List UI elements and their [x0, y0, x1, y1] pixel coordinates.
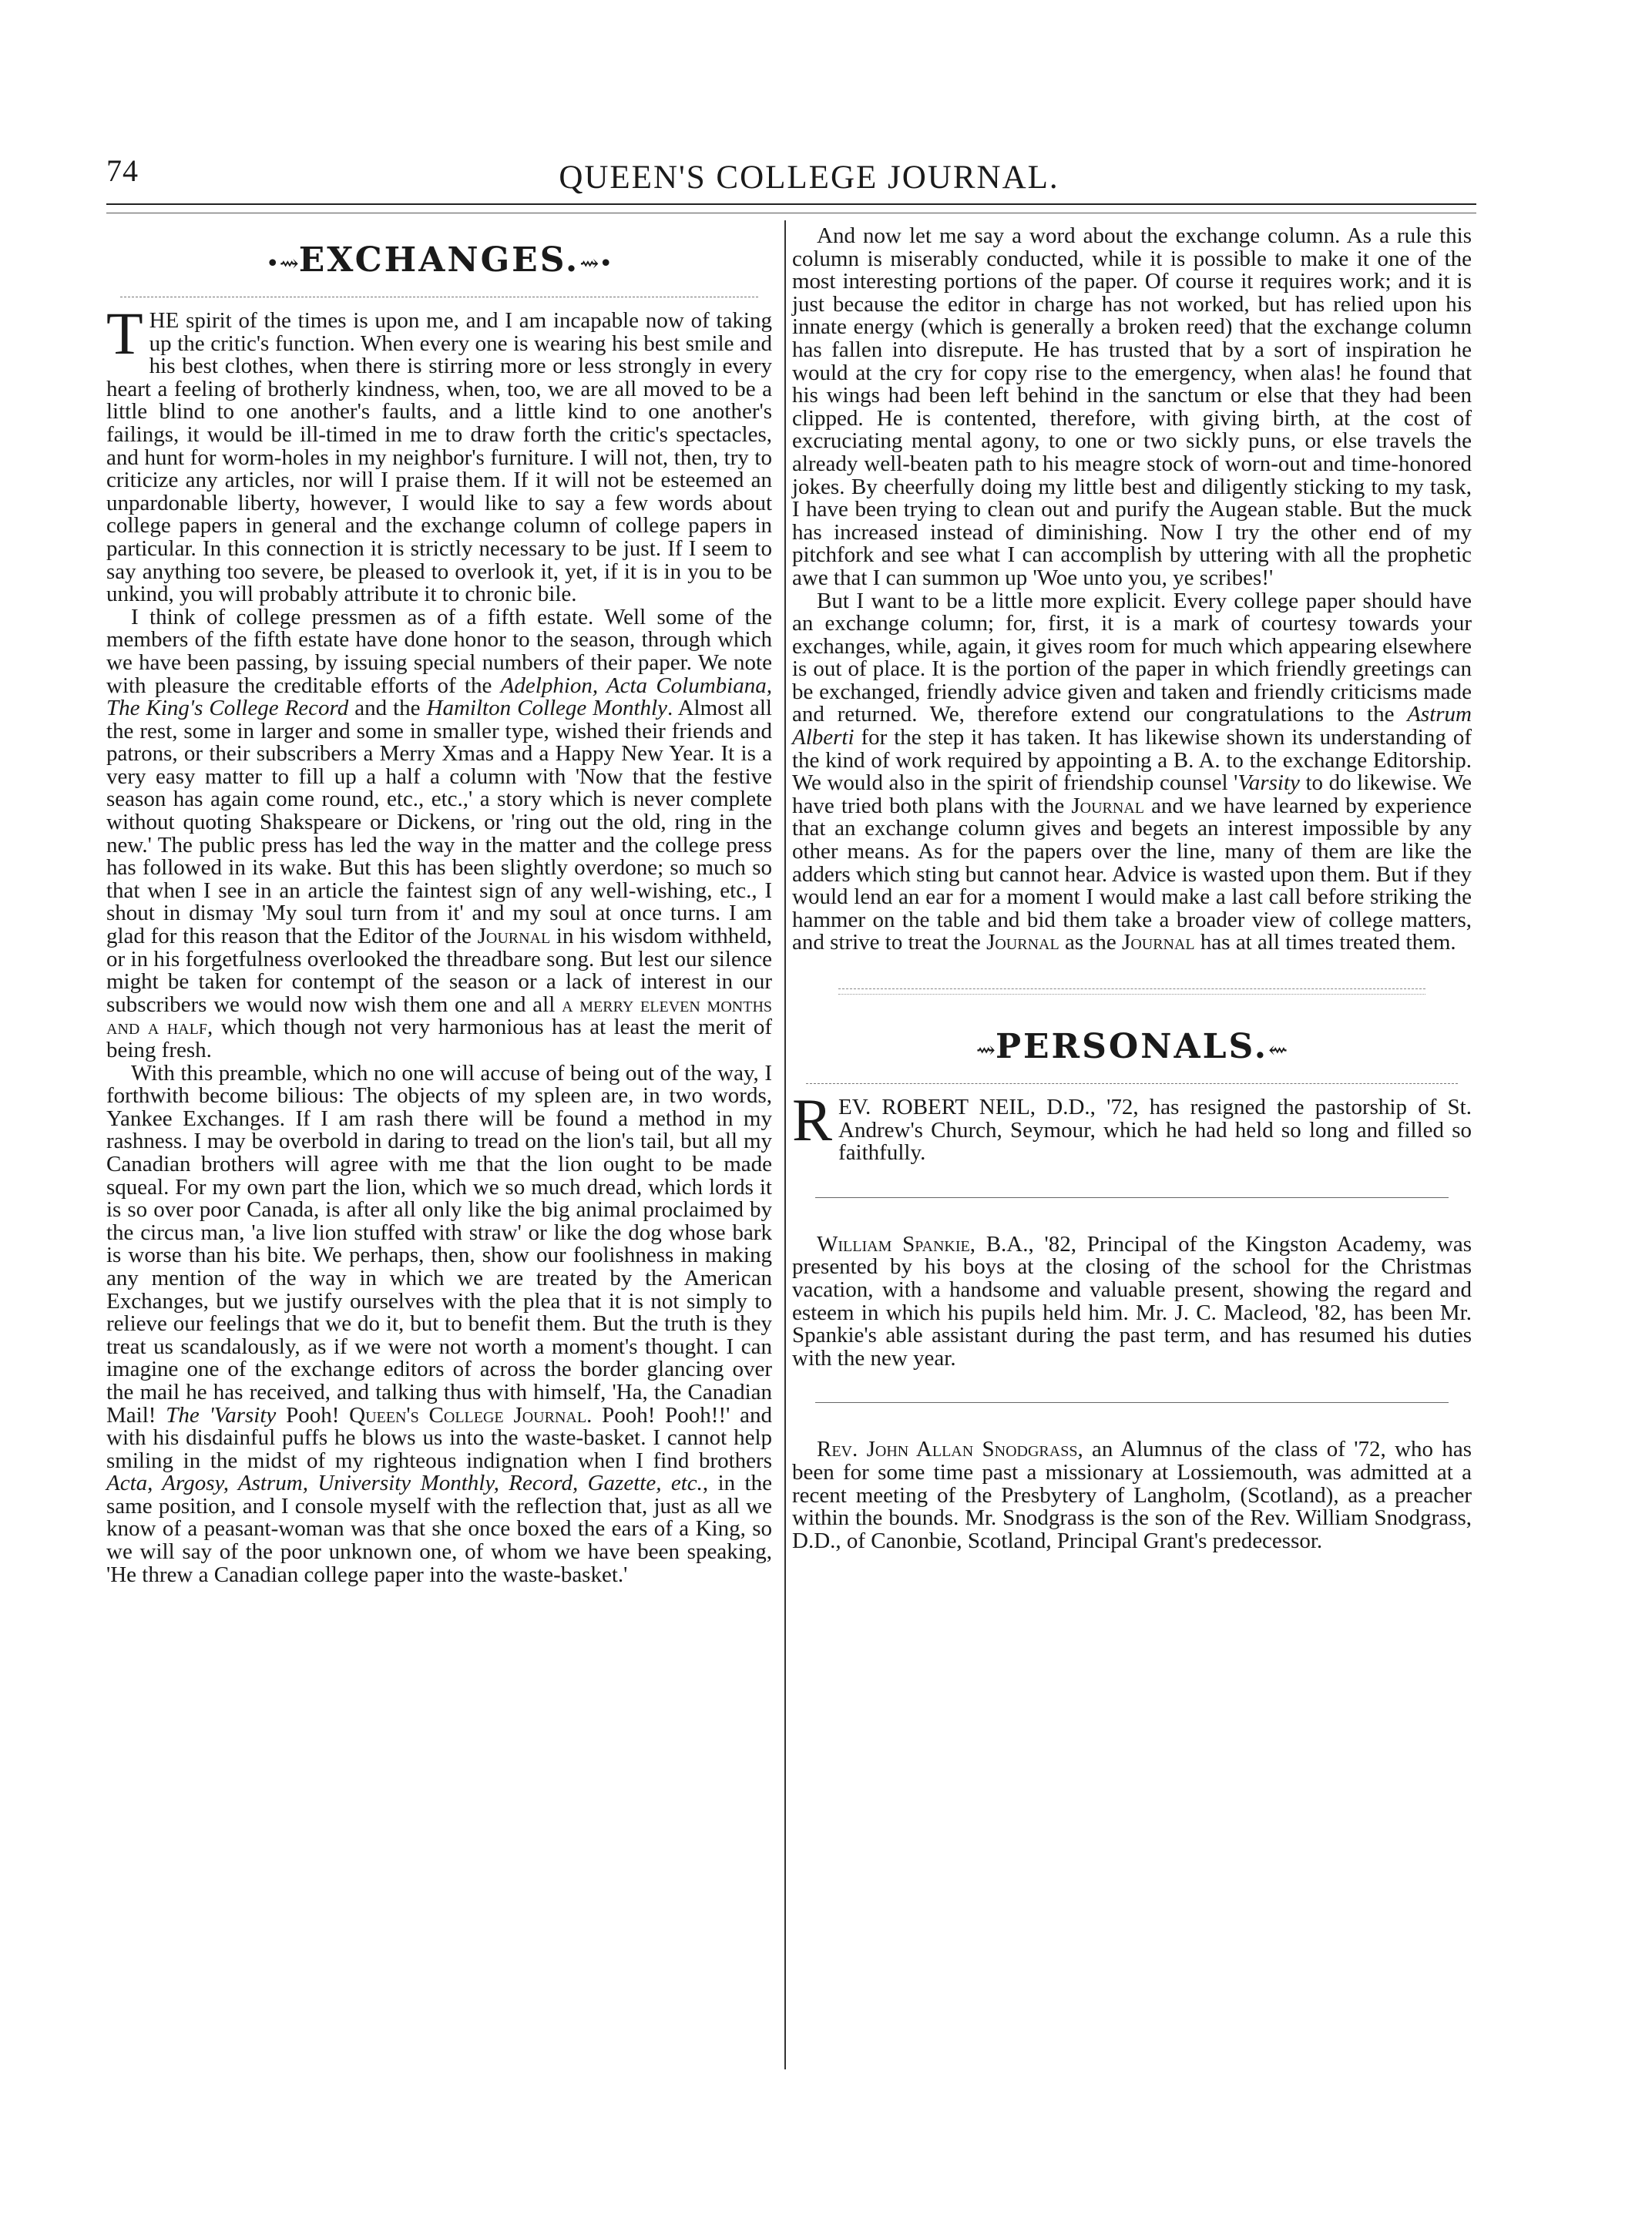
drop-cap-letter: T	[106, 300, 143, 367]
paragraph-text: to do likewise. We have tried both plans with the	[792, 770, 1472, 818]
left-column	[106, 225, 772, 1586]
journal-name: Journal	[986, 930, 1059, 955]
page-number: 74	[106, 153, 139, 188]
exchanges-paragraph-2	[106, 606, 772, 1062]
paragraph-text: . Almost all the rest, some in larger and some in smaller type, wished their friends and patrons, or their subscribers a Merry Xmas and a Happy New Year. It is a very easy matter to fill up a half a column with 'Now that the festive season has again come round, etc., etc.,' a story which is never complete without quoting Shakspeare or Dickens, or 'ring out the old, ring in the new.' The public press has led the way in the matter and the college press has followed in its wake. But this has been slightly overdone; so much so that when I see in an article the faintest sign of any well-wishing, etc., I shout in dismay 'My soul turn from it' and my soul at once turns. I am glad for this reason that the Editor of the	[106, 696, 772, 949]
personals-heading	[792, 1025, 1472, 1072]
paragraph-text: in his wisdom withheld, or in his forgetfulness overlooked the threadbare song. But lest our silence might be taken for contempt of the season or a lack of interest in our subscribers we would now wish them one and all	[106, 924, 772, 1017]
paragraph-text: which though not very harmonious has at least the merit of being fresh.	[106, 1015, 772, 1062]
paragraph-text: . Pooh! Pooh!!' and with his disdainful puffs he blows us into the waste-basket. I cannot help smiling in the midst of my righteous indignation when I find brothers	[106, 1402, 773, 1473]
periodical-title: Astrum Alberti	[792, 702, 1472, 750]
paragraph-text: HE spirit of the times is upon me, and I am incapable now of taking up the critic's function. When every one is wearing his best smile and his best clothes, when there is stirring more or less strongly in every heart a feeling of brotherly kindness, when, too, we are all moved to be a little blind to one another's faults, and a little kind to one another's failings, it would be ill-timed in me to draw forth the critic's spectacles, and hunt for worm-holes in my neighbor's furniture. I will not, then, try to criticize any articles, nor will I praise them. If it will not be esteemed an unpardonable liberty, however, I would like to say a few words about college papers in general and the exchange column of college papers in particular. In this connection it is strictly necessary to be just. If I seem to say anything too severe, be pleased to overlook it, yet, if it is in you to be unkind, you will probably attribute it to chronic bile.	[106, 308, 772, 607]
paragraph-text: for the step it has taken. It has likewise shown its understanding of the kind of work required by appointing a B. A. to the exchange Editorship. We would also in the spirit of friendship counsel '	[792, 725, 1472, 796]
journal-name: Journal	[477, 924, 551, 949]
header-rule	[106, 203, 1476, 205]
personal-item-neil	[792, 1086, 1472, 1166]
paragraph-text: has at all times treated them.	[1194, 930, 1456, 955]
exchanges-title: EXCHANGES.	[298, 240, 580, 280]
section-end-rule-dotted	[838, 994, 1425, 995]
personal-lead: EV. ROBERT NEIL,	[838, 1095, 1036, 1119]
journal-name: Queen's College Journal	[349, 1402, 587, 1428]
periodical-titles: Acta, Argosy, Astrum, University Monthly, Record, Gazette, etc.	[106, 1471, 703, 1496]
personal-text: B.A., '82, Principal of the Kingston Academy, was presented by his boys at the closing of the school for the Christmas vacation, with a handsome and valuable present, showing the regard and esteem in which his pupils held him. Mr. J. C. Macleod, '82, has been Mr. Spankie's able assistant during the past term, and has resumed his duties with the new year.	[792, 1231, 1472, 1371]
exchanges-paragraph-1	[106, 300, 772, 607]
personal-item-spankie	[792, 1233, 1472, 1371]
ornament-left-icon: •⇝	[265, 250, 299, 277]
paragraph-text: and we have learned by experience that an exchange column gives and begets an interest impossible by any other means. As for the papers over the line, many of them are like the adders which sting but cannot hear. Advice is wasted upon them. But if they would lend an ear for a moment I would make a last call before striking the hammer on the table and bid them take a broader view of college matters, and strive to treat the	[792, 793, 1472, 955]
periodical-title: Hamilton College Monthly	[426, 696, 667, 721]
paragraph-text: Pooh!	[276, 1402, 350, 1428]
journal-name: Journal	[1071, 793, 1144, 818]
greeting-small-caps: a merry eleven months and a half,	[106, 992, 773, 1040]
running-title: QUEEN'S COLLEGE JOURNAL.	[559, 159, 1059, 196]
personal-item-snodgrass	[792, 1438, 1472, 1552]
paragraph-text: as the	[1059, 930, 1123, 955]
exchanges-paragraph-3	[106, 1062, 772, 1587]
item-divider	[815, 1402, 1449, 1403]
item-divider	[815, 1197, 1449, 1198]
section-end-rule	[838, 988, 1425, 989]
paragraph-text: , in the same position, and I console myself with the reflection that, just as all we know of a peasant-woman was that she once boxed the ears of a King, so we will say of the poor unknown one, of whom we have been speaking, 'He threw a Canadian college paper into the waste-basket.'	[106, 1471, 772, 1587]
exchanges-heading	[106, 239, 772, 286]
paragraph-text: I think of college pressmen as of a fifth estate. Well some of the members of the fifth estate have done honor to the season, through which we have been passing, by issuing special numbers of their paper. We note with pleasure the creditable efforts of the	[106, 604, 772, 698]
paragraph-text: and the	[348, 696, 427, 721]
paragraph-text: But I want to be a little more explicit. Every college paper should have an exchange column; for, first, it is a mark of courtesy towards your exchanges, while, again, it gives room for much which appearing elsewhere is out of place. It is the portion of the paper in which friendly greetings can be exchanged, friendly advice given and taken and friendly criticisms made and returned. We, therefore extend our congratulations to the	[792, 588, 1472, 727]
personal-text: an Alumnus of the class of '72, who has been for some time past a missionary at Lossiemouth, was admitted at a recent meeting of the Presbytery of Langholm, (Scotland), as a preacher within the bounds. Mr. Snodgrass is the son of the Rev. William Snodgrass, D.D., of Canonbie, Scotland, Principal Grant's predecessor.	[792, 1437, 1472, 1553]
drop-cap-letter: R	[792, 1086, 833, 1153]
ornament-right-icon: ⇝•	[579, 250, 613, 277]
journal-name: Journal	[1122, 930, 1195, 955]
personals-title: PERSONALS.	[995, 1027, 1269, 1066]
periodical-title: The 'Varsity	[166, 1402, 277, 1428]
personal-text: D.D., '72, has resigned the pastorship of St. Andrew's Church, Seymour, which he had held so long and filled so faithfully.	[838, 1095, 1472, 1166]
personal-name: Rev. John Allan Snodgrass,	[817, 1437, 1083, 1462]
right-column	[792, 225, 1472, 1552]
ornament-left-icon: ⇝	[975, 1037, 996, 1064]
periodical-title: Varsity	[1237, 770, 1300, 796]
paragraph-text: With this preamble, which no one will accuse of being out of the way, I forthwith become bilious: The objects of my spleen are, in two words, Yankee Exchanges. If I am rash there will be found a method in my rashness. I may be overbold in daring to tread on the lion's tail, but all my Canadian brothers will agree with me that the lion ought to be made squeal. For my own part the lion, which we so much dread, which lords it is so over poor Canada, is after all only like the big animal proclaimed by the circus man, 'a live lion stuffed with straw' or like the dog whose bark is worse than his bite. We perhaps, then, show our foolishness in making any mention of the way in which we are treated by the American Exchanges, but we justify ourselves with the plea that it is not simply to relieve our feelings that we do it, but to benefit them. But the truth is they treat us scandalously, as if we were not worth a moment's thought. I can imagine one of the exchange editors of across the border glancing over the mail he has received, and talking thus with himself, 'Ha, the Canadian Mail!	[106, 1060, 772, 1428]
ornament-right-icon: ⇜	[1268, 1037, 1288, 1064]
exchanges-paragraph-4: And now let me say a word about the exchange column. As a rule this column is miserably conducted, while it is possible to make it one of the most interesting portions of the paper. Of course it requires work; and it is just because the editor in charge has not worked, but has relied upon his innate energy (which is generally a broken reed) that the exchange column has fallen into disrepute. He has trusted that by a sort of inspiration he would at the cry for copy rise to the emergency, when alas! he found that his wings had been left behind in the sanctum or else that they had been clipped. He is contented, therefore, with giving birth, at the cost of excruciating mental agony, to one or two sickly puns, or else travels the already well-beaten path to his meagre stock of worn-out and time-honored jokes. By cheerfully doing my little best and diligently sticking to my task, I have been trying to clean out and purify the Augean stable. But the muck has increased instead of diminishing. Now I try the other end of my pitchfork and see what I can accomplish by uttering with all the prophetic awe that I can summon up 'Woe unto you, ye scribes!'	[792, 223, 1472, 590]
personals-title-rule	[806, 1083, 1458, 1084]
periodical-titles: Adelphion, Acta Columbiana, The King's College Record	[106, 673, 772, 721]
personal-name: William Spankie,	[817, 1231, 975, 1257]
column-divider	[784, 220, 786, 2069]
exchanges-paragraph-5	[792, 590, 1472, 955]
